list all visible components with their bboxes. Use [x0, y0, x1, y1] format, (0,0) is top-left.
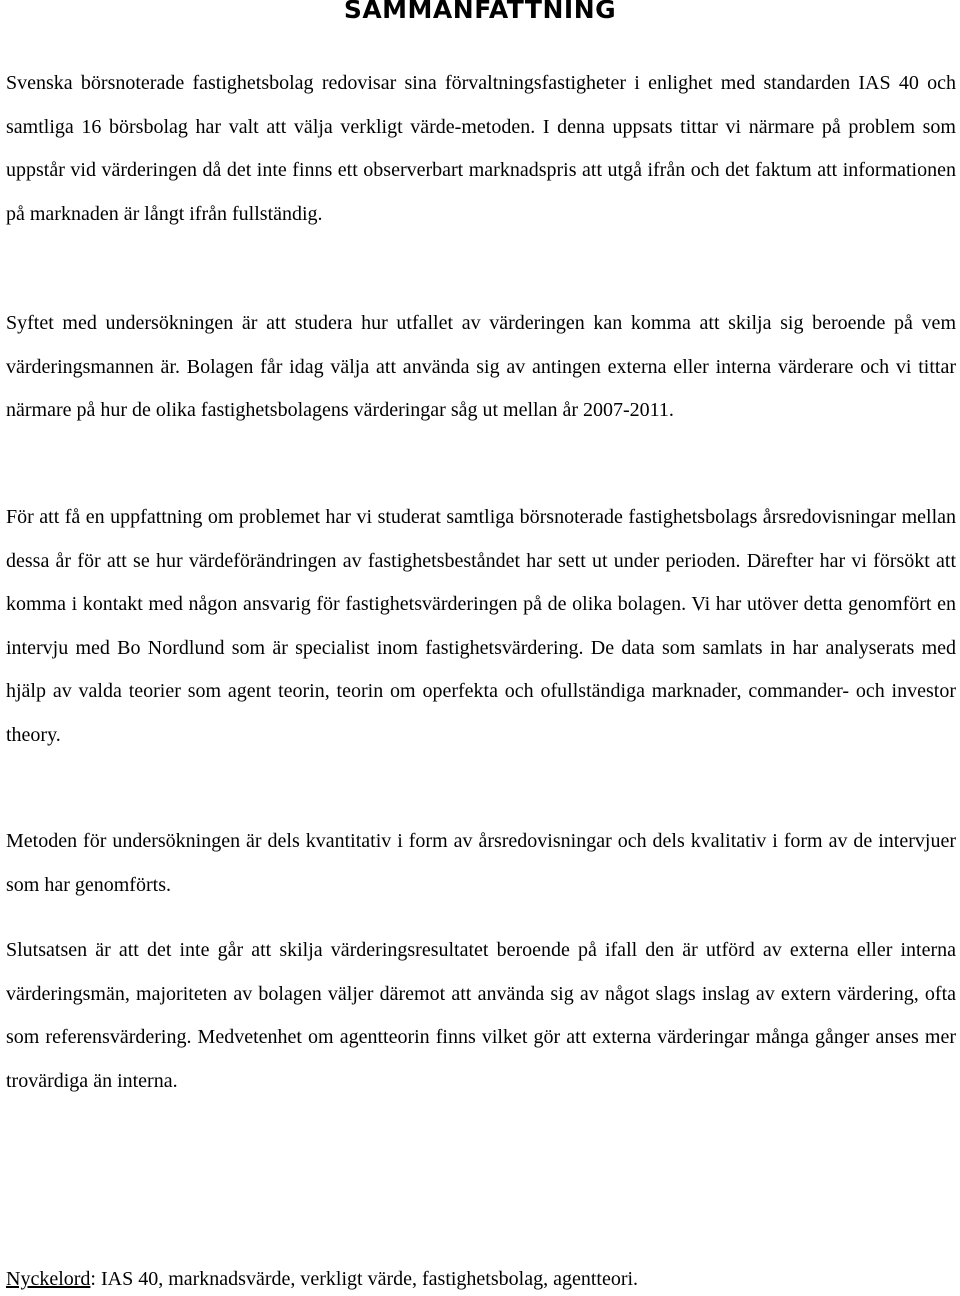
keywords-line [6, 1262, 956, 1296]
page-title: SAMMANFATTNING [343, 0, 617, 24]
paragraph-method: Metoden för undersökningen är dels kvantitativ i form av årsredovisningar och dels kvalitativ i form av de intervjuer som har genomförts. [6, 830, 956, 896]
keywords-text: : IAS 40, marknadsvärde, verkligt värde, fastighetsbolag, agentteori. [90, 1268, 639, 1290]
keywords-label: Nyckelord [6, 1268, 91, 1290]
paragraph-purpose: Syftet med undersökningen är att studera hur utfallet av värderingen kan komma att skilja sig beroende på vem värderingsmannen är. Bolagen får idag välja att använda sig av antingen externa eller interna värderare och vi tittar närmare på hur de olika fastighetsbolagens värderingar såg ut mellan år 2007-2011. [6, 312, 956, 421]
paragraph-intro: Svenska börsnoterade fastighetsbolag redovisar sina förvaltningsfastigheter i enlighet med standarden IAS 40 och samtliga 16 börsbolag har valt att välja verkligt värde-metoden. I denna uppsats tittar vi närmare på problem som uppstår vid värderingen då det inte finns ett observerbart marknadspris att utgå ifrån och det faktum att informationen på marknaden är långt ifrån fullständig. [6, 72, 956, 225]
paragraph-approach: För att få en uppfattning om problemet har vi studerat samtliga börsnoterade fastighetsbolags årsredovisningar mellan dessa år för att se hur värdeförändringen av fastighetsbeståndet har sett ut under perioden. Därefter har vi försökt att komma i kontakt med någon ansvarig för fastighetsvärderingen på de olika bolagen. Vi har utöver detta genomfört en intervju med Bo Nordlund som är specialist inom fastighetsvärdering. De data som samlats in har analyserats med hjälp av valda teorier som agent teorin, teorin om operfekta och ofullständiga marknader, commander- och investor theory. [6, 506, 956, 746]
paragraph-conclusion: Slutsatsen är att det inte går att skilja värderingsresultatet beroende på ifall den är utförd av externa eller interna värderingsmän, majoriteten av bolagen väljer däremot att använda sig av något slags inslag av extern värdering, ofta som referensvärdering. Medvetenhet om agentteorin finns vilket gör att externa värderingar många gånger anses mer trovärdiga än interna. [6, 939, 956, 1092]
